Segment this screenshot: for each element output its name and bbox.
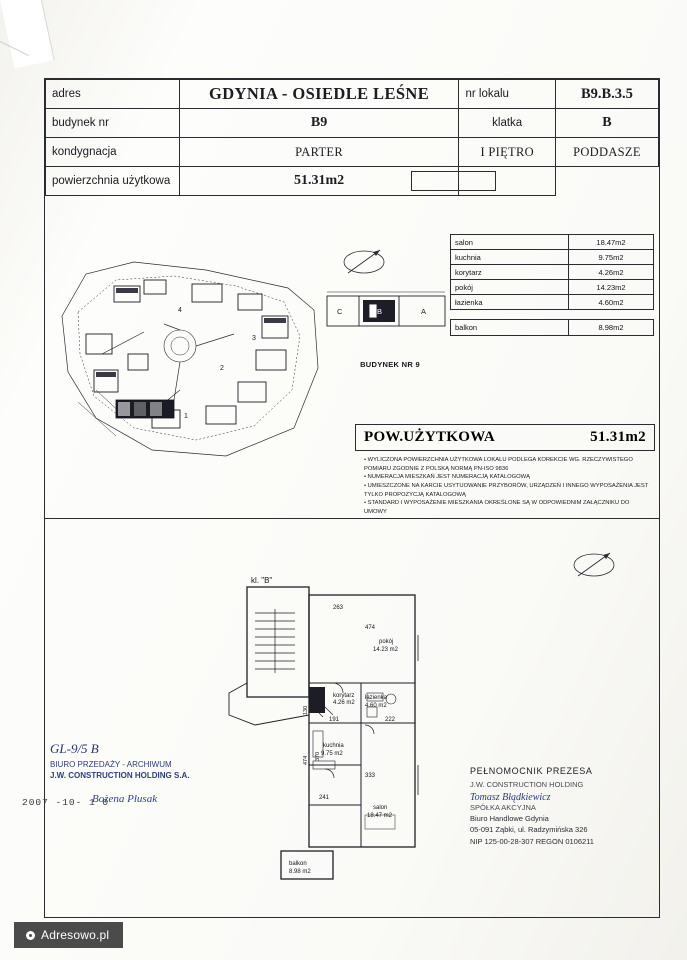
- proxy-line-2: SPÓŁKA AKCYJNA: [470, 802, 536, 812]
- table-row-balkon: [451, 320, 654, 336]
- table-row-building: [46, 109, 659, 138]
- room-label-salon: salon: [373, 805, 388, 811]
- location-pin-icon: [26, 931, 35, 940]
- room-name-lazienka: łazienka: [451, 295, 569, 310]
- room-name-salon: salon: [451, 235, 569, 250]
- floor-option-parter: PARTER: [179, 138, 459, 167]
- room-area-lazienka-plan: 4.60 m2: [365, 703, 387, 709]
- watermark-badge: [14, 922, 123, 948]
- archive-signature: Bożena Plusak: [92, 793, 158, 806]
- room-area-balkon-plan: 8.98 m2: [289, 869, 311, 875]
- room-label-lazienka: łazienka: [365, 695, 388, 701]
- table-row-kuchnia: [451, 250, 654, 265]
- proxy-line-1: J.W. CONSTRUCTION HOLDING: [470, 779, 584, 789]
- apartment-header-table: [45, 79, 659, 196]
- label-klatka: klatka: [459, 109, 555, 138]
- proxy-title: PEŁNOMOCNIK PREZESA: [470, 766, 593, 776]
- room-name-korytarz: korytarz: [451, 265, 569, 280]
- note-item-1: • WYLICZONA POWIERZCHNIA UŻYTKOWA LOKALU PODLEGA KOREKCIE WG. RZECZYWISTEGO POMIARU ZGODNIE Z POLSKĄ NORMĄ PN-ISO 9836: [364, 456, 653, 473]
- room-area-pokoj-plan: 14.23 m2: [373, 647, 399, 653]
- value-powierzchnia-uzytkowa: 51.31m2: [179, 167, 459, 196]
- note-item-3: • UMIESZCZONE NA KARCIE USYTUOWANIE PRZYBORÓW, URZĄDZEŃ I INNEGO WYPOSAŻENIA JEST TYLKO PROPOZYCJĄ KATALOGOWĄ: [364, 482, 653, 499]
- table-row-area: [46, 167, 659, 196]
- dim-vertical-130: 130: [303, 705, 309, 715]
- room-area-kuchnia-plan: 9.75 m2: [321, 751, 343, 757]
- note-item-2: • NUMERACJA MIESZKAŃ JEST NUMERACJĄ KATALOGOWĄ: [364, 473, 653, 482]
- building-caption: BUDYNEK NR 9: [360, 360, 420, 369]
- room-area-salon-plan: 18.47 m2: [367, 813, 393, 819]
- dim-241: 241: [319, 795, 330, 801]
- room-area-balkon: 8.98m2: [569, 320, 654, 336]
- room-label-korytarz: korytarz: [333, 693, 355, 699]
- room-area-korytarz-plan: 4.26 m2: [333, 700, 355, 706]
- site-label-3: 3: [252, 335, 256, 342]
- site-label-1: 1: [184, 413, 188, 420]
- dim-333: 333: [365, 773, 376, 779]
- compass-north-icon-bottom: [570, 545, 618, 585]
- building-segments-drawing: [325, 288, 447, 346]
- estate-name: GDYNIA - OSIEDLE LEŚNE: [179, 80, 459, 109]
- extra-area-table: [450, 319, 654, 336]
- proxy-line-4: 05-091 Ząbki, ul. Radzymińska 326: [470, 825, 588, 835]
- proxy-line-5: NIP 125-00-28-307 REGON 0106211: [470, 836, 594, 846]
- floor-option-i-pietro: I PIĘTRO: [459, 138, 555, 167]
- table-row-address: [46, 80, 659, 109]
- watermark-label: Adresowo.pl: [41, 928, 110, 942]
- archive-line-1: BIURO PRZEDAŻY - ARCHIWUM: [50, 759, 172, 769]
- building-segment-a: A: [421, 307, 427, 316]
- room-label-balkon: balkon: [289, 861, 307, 867]
- label-kondygnacja: kondygnacja: [46, 138, 180, 167]
- proxy-stamp: [470, 765, 685, 847]
- room-name-pokoj: pokój: [451, 280, 569, 295]
- room-area-kuchnia: 9.75m2: [569, 250, 654, 265]
- usable-area-summary: [355, 424, 655, 451]
- room-area-pokoj: 14.23m2: [569, 280, 654, 295]
- dim-263: 263: [333, 605, 344, 611]
- dim-vertical-474: 474: [303, 755, 309, 765]
- room-area-korytarz: 4.26m2: [569, 265, 654, 280]
- room-label-pokoj: pokój: [379, 639, 394, 645]
- room-area-salon: 18.47m2: [569, 235, 654, 250]
- sheet-horizontal-divider: [44, 518, 660, 519]
- room-name-balkon: balkon: [451, 320, 569, 336]
- usable-area-value: 51.31m2: [590, 429, 646, 445]
- proxy-line-3: Biuro Handlowe Gdynia: [470, 814, 549, 823]
- table-row-salon: [451, 235, 654, 250]
- table-row-korytarz: [451, 265, 654, 280]
- archive-handwriting: GL-9/5 B: [50, 741, 99, 756]
- empty-cell-2: [555, 167, 658, 196]
- stairwell-label: kl. "B": [251, 576, 273, 585]
- label-nr-lokalu: nr lokalu: [459, 80, 555, 109]
- value-budynek-nr: B9: [179, 109, 459, 138]
- value-nr-lokalu: B9.B.3.5: [555, 80, 658, 109]
- archive-date-stamp: 2007 -10- 1 0: [22, 797, 110, 808]
- apartment-floor-plan: [215, 565, 475, 895]
- site-plan-drawing: [56, 250, 326, 465]
- dim-222: 222: [385, 717, 396, 723]
- dim-vertical-370: 370: [315, 751, 321, 761]
- building-segment-b: B: [377, 307, 383, 316]
- usable-area-label: POW.UŻYTKOWA: [364, 429, 495, 445]
- floor-option-poddasze: PODDASZE: [555, 138, 658, 167]
- site-label-2: 2: [220, 365, 224, 372]
- label-budynek-nr: budynek nr: [46, 109, 180, 138]
- label-adres: adres: [46, 80, 180, 109]
- building-segment-c: C: [337, 307, 343, 316]
- table-row-pokoj: [451, 280, 654, 295]
- site-label-4: 4: [178, 307, 182, 314]
- selected-floor-highlight: [411, 171, 496, 191]
- label-powierzchnia-uzytkowa: powierzchnia użytkowa: [46, 167, 180, 196]
- room-label-kuchnia: kuchnia: [323, 743, 344, 749]
- value-klatka: B: [555, 109, 658, 138]
- room-area-table: [450, 234, 654, 310]
- proxy-signature: Tomasz Błądkiewicz: [470, 791, 551, 803]
- table-row-floor: [46, 138, 659, 167]
- table-row-lazienka: [451, 295, 654, 310]
- room-area-lazienka: 4.60m2: [569, 295, 654, 310]
- dim-191: 191: [329, 717, 340, 723]
- compass-north-icon-top: [340, 243, 388, 281]
- archive-line-2: J.W. CONSTRUCTION HOLDING S.A.: [50, 771, 190, 781]
- note-item-4: • STANDARD I WYPOSAŻENIE MIESZKANIA OKREŚLONE SĄ W ODPOWIEDNIM ZAŁĄCZNIKU DO UMOWY: [364, 499, 653, 516]
- dim-474: 474: [365, 625, 376, 631]
- legal-notes: [357, 456, 653, 517]
- room-name-kuchnia: kuchnia: [451, 250, 569, 265]
